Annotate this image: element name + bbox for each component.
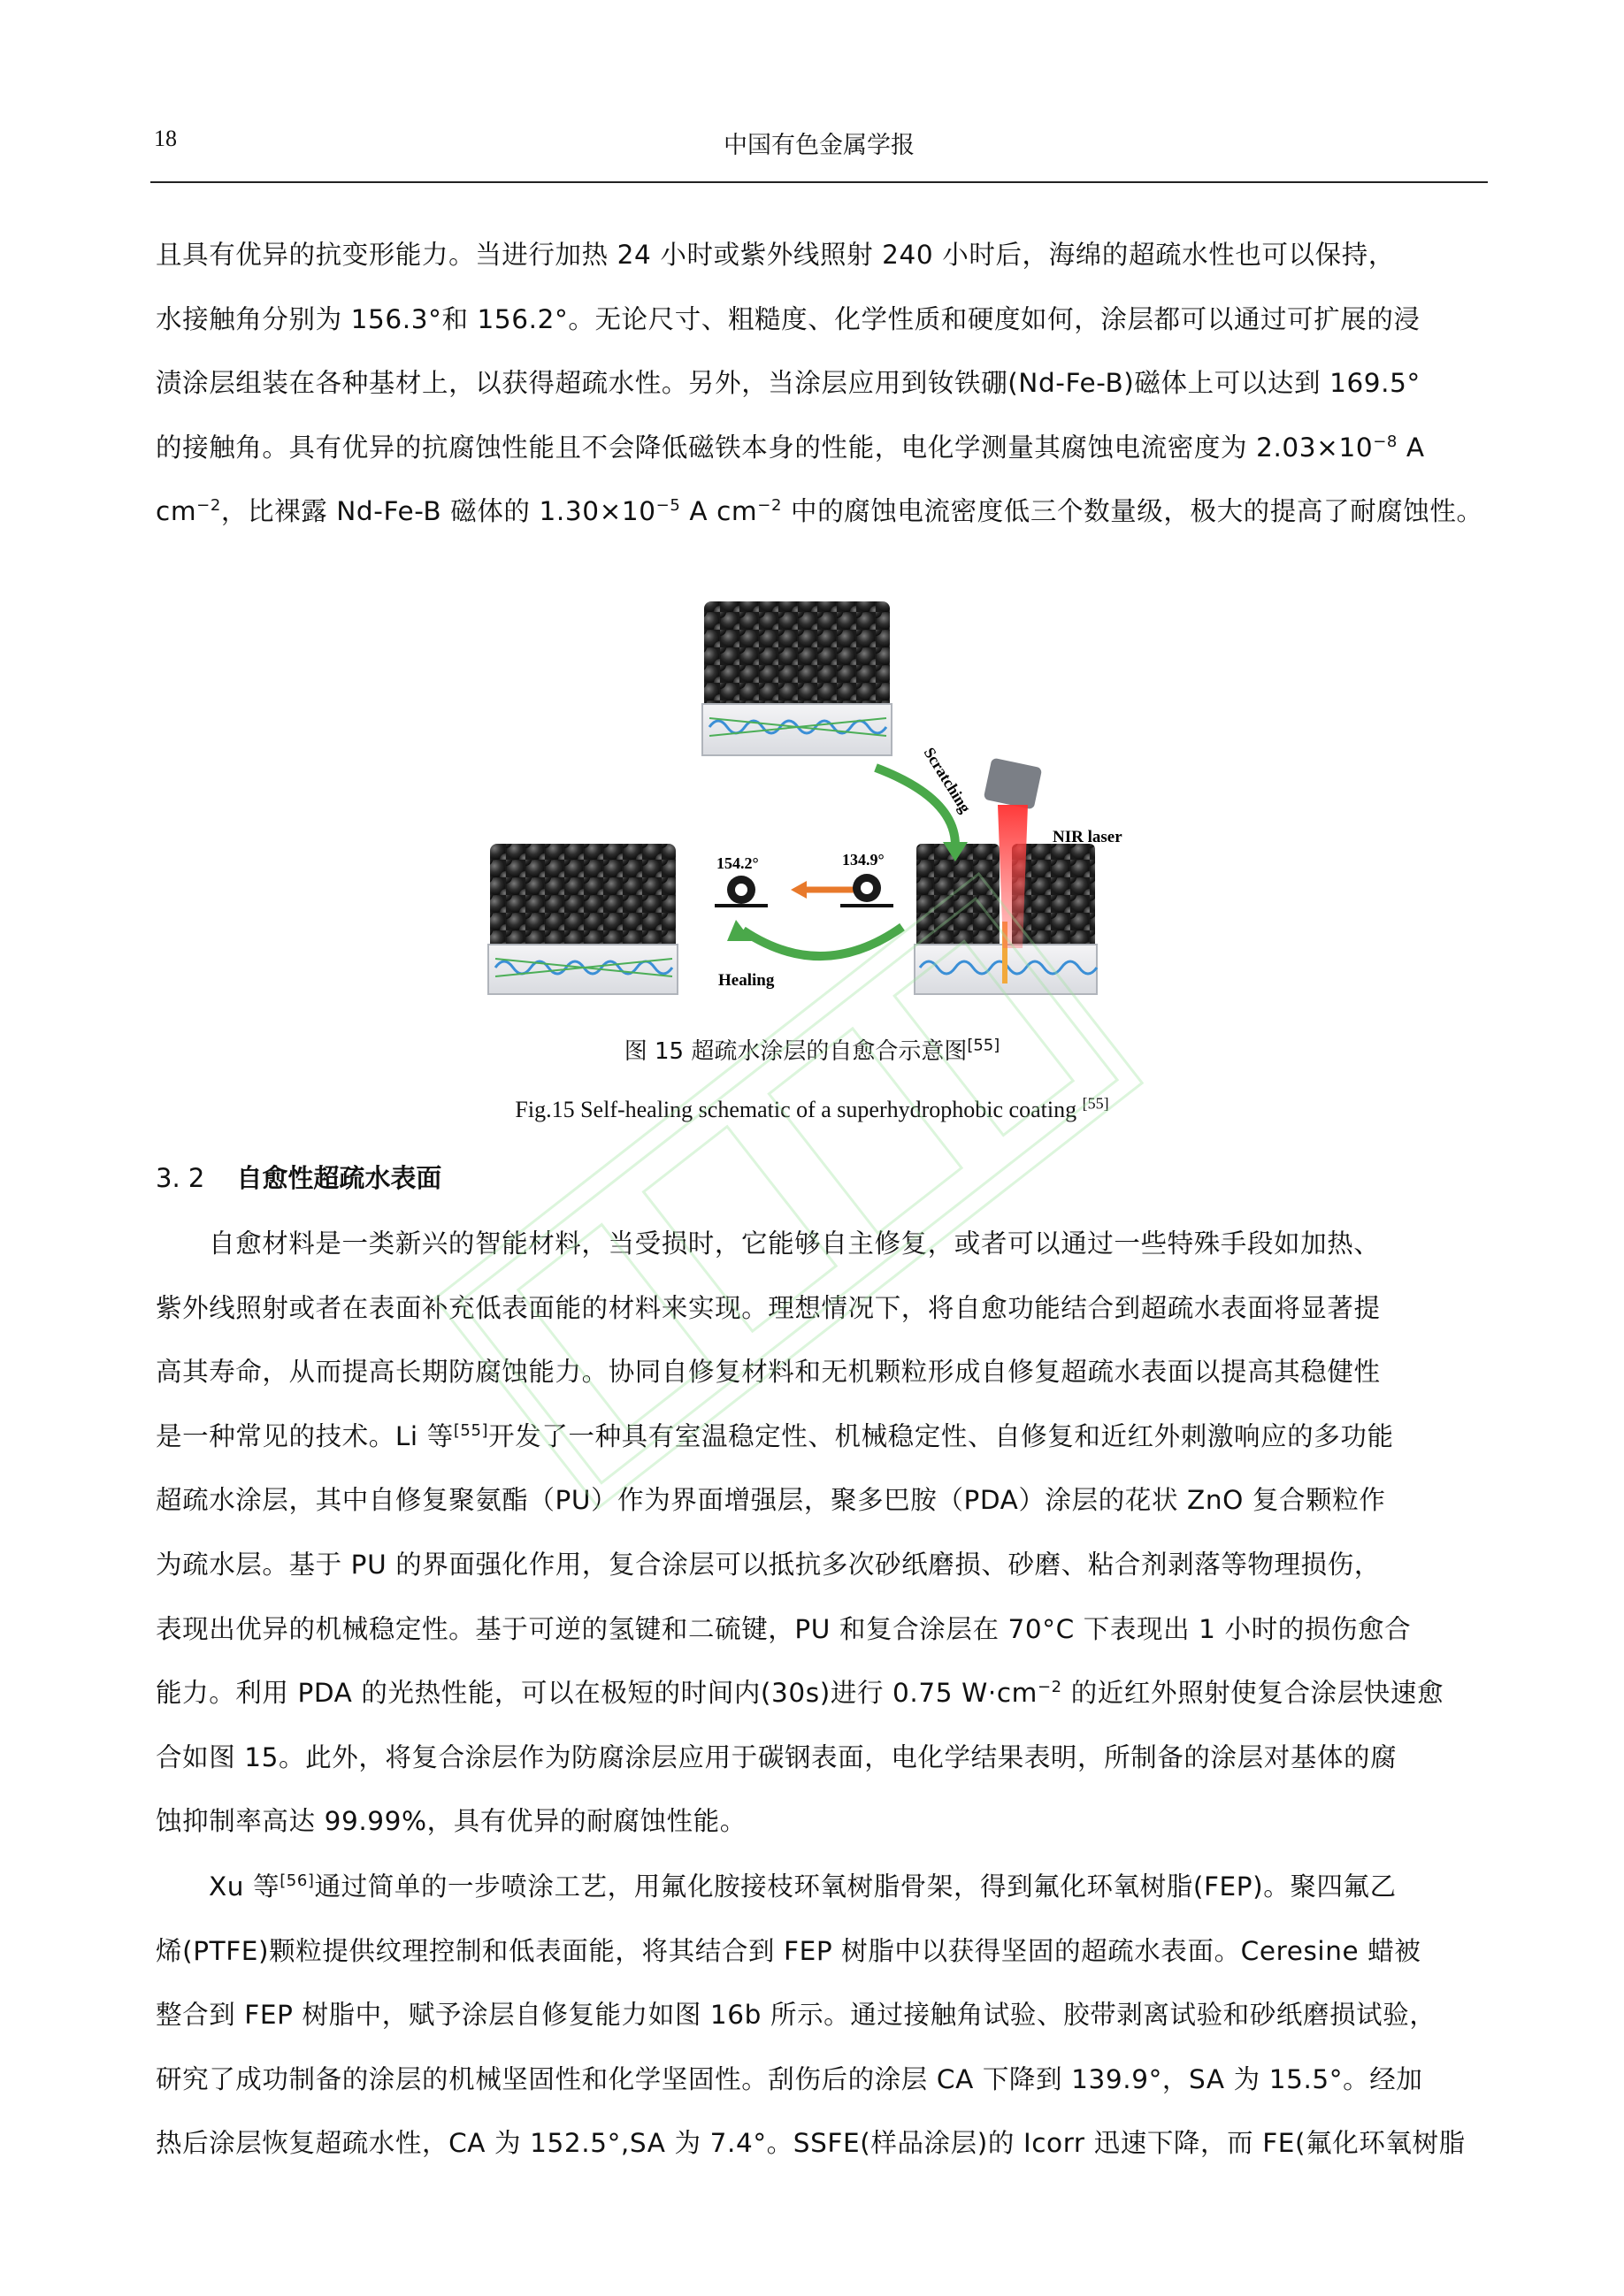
figure-15-illustration — [486, 594, 1159, 1008]
superscript: −2 — [196, 496, 221, 516]
text-line: 自愈材料是一类新兴的智能材料，当受损时，它能够自主修复，或者可以通过一些特殊手段如加热、 — [209, 1228, 1381, 1259]
text-line: 整合到 FEP 树脂中，赋予涂层自修复能力如图 16b 所示。通过接触角试验、胶带剥离试验和砂纸磨损试验， — [156, 2000, 1436, 2031]
section-title: 自愈性超疏水表面 — [236, 1163, 442, 1193]
section-number: 3. 2 — [156, 1163, 205, 1193]
text-run: ，比裸露 Nd-Fe-B 磁体的 1.30×10 — [220, 496, 656, 527]
paragraph-self-healing — [156, 1212, 1482, 1854]
coating-block-top — [702, 601, 892, 755]
text-line: 表现出优异的机械稳定性。基于可逆的氢键和二硫键，PU 和复合涂层在 70°C 下表现出 1 小时的损伤愈合 — [156, 1613, 1412, 1644]
text-run: A cm — [680, 496, 758, 527]
text-run: cm — [156, 496, 197, 527]
text-line: 渍涂层组装在各种基材上，以获得超疏水性。另外，当涂层应用到钕铁硼(Nd-Fe-B)磁体上可以达到 169.5° — [156, 368, 1421, 399]
top-paragraph — [156, 223, 1482, 544]
coating-block-healed — [488, 844, 678, 994]
journal-title: 中国有色金属学报 — [724, 132, 915, 159]
caption-text: Fig.15 Self-healing schematic of a superhydrophobic coating — [515, 1097, 1083, 1122]
text-line: 合如图 15。此外，将复合涂层作为防腐涂层应用于碳钢表面，电化学结果表明，所制备的涂层对基体的腐 — [156, 1741, 1398, 1772]
text-line — [156, 479, 1482, 544]
text-run: 中的腐蚀电流密度低三个数量级，极大的提高了耐腐蚀性。 — [782, 496, 1483, 527]
text-run: 的接触角。具有优异的抗腐蚀性能且不会降低磁铁本身的性能，电化学测量其腐蚀电流密度为 2.03×10 — [156, 432, 1374, 463]
citation-ref: [56] — [280, 1871, 315, 1891]
citation-ref: [55] — [967, 1036, 1000, 1055]
citation-ref: [55] — [1082, 1094, 1109, 1113]
text-run: 是一种常见的技术。Li 等 — [156, 1420, 454, 1451]
text-run: 开发了一种具有室温稳定性、机械稳定性、自修复和近红外刺激响应的多功能 — [488, 1420, 1394, 1451]
text-line — [156, 1855, 1482, 1919]
text-line: 水接触角分别为 156.3°和 156.2°。无论尺寸、粗糙度、化学性质和硬度如何，涂层都可以通过可扩展的浸 — [156, 303, 1421, 334]
droplet-healed — [715, 876, 768, 906]
text-line — [156, 1404, 1482, 1469]
text-line: 紫外线照射或者在表面补充低表面能的材料来实现。理想情况下，将自愈功能结合到超疏水表面将显著提 — [156, 1292, 1381, 1323]
text-line: 为疏水层。基于 PU 的界面强化作用，复合涂层可以抵抗多次砂纸磨损、砂磨、粘合剂剥落等物理损伤， — [156, 1549, 1381, 1580]
citation-ref: [55] — [453, 1420, 489, 1440]
text-line: 且具有优异的抗变形能力。当进行加热 24 小时或紫外线照射 240 小时后，海绵的超疏水性也可以保持， — [156, 240, 1395, 270]
figure-caption-en — [0, 1094, 1624, 1123]
angle-healed-label: 154.2° — [716, 854, 759, 872]
page-number: 18 — [154, 126, 177, 151]
superscript: −8 — [1373, 432, 1398, 451]
text-run: Xu 等 — [209, 1871, 280, 1902]
caption-text: 图 15 超疏水涂层的自愈合示意图 — [624, 1038, 968, 1065]
text-run: 的近红外照射使复合涂层快速愈 — [1061, 1678, 1444, 1709]
superscript: −2 — [757, 496, 782, 516]
superscript: −2 — [1038, 1678, 1062, 1697]
text-line: 研究了成功制备的涂层的机械坚固性和化学坚固性。刮伤后的涂层 CA 下降到 139.9°，SA 为 15.5°。经加 — [156, 2063, 1423, 2094]
text-line: 超疏水涂层，其中自修复聚氨酯（PU）作为界面增强层，聚多巴胺（PDA）涂层的花状 ZnO 复合颗粒作 — [156, 1485, 1386, 1516]
text-line — [156, 416, 1482, 480]
text-line: 高其寿命，从而提高长期防腐蚀能力。协同自修复材料和无机颗粒形成自修复超疏水表面以提高其稳健性 — [156, 1357, 1381, 1388]
text-line: 热后涂层恢复超疏水性，CA 为 152.5°,SA 为 7.4°。SSFE(样品涂层)的 Icorr 迅速下降，而 FE(氟化环氧树脂 — [156, 2128, 1466, 2159]
header-rule — [150, 181, 1488, 183]
text-run: 能力。利用 PDA 的光热性能，可以在极短的时间内(30s)进行 0.75 W·cm — [156, 1678, 1038, 1709]
text-line — [156, 1661, 1482, 1726]
text-line: 蚀抑制率高达 99.99%，具有优异的耐腐蚀性能。 — [156, 1806, 747, 1837]
nir-laser-label: NIR laser — [1053, 828, 1122, 846]
angle-scratched-label: 134.9° — [842, 851, 885, 869]
healing-arrow — [743, 927, 902, 956]
text-run: 通过简单的一步喷涂工艺，用氟化胺接枝环氧树脂骨架，得到氟化环氧树脂(FEP)。聚四氟乙 — [314, 1871, 1397, 1902]
text-line: 烯(PTFE)颗粒提供纹理控制和低表面能，将其结合到 FEP 树脂中以获得坚固的超疏水表面。Ceresine 蜡被 — [156, 1935, 1421, 1966]
section-heading — [156, 1159, 441, 1195]
page-header — [150, 126, 1488, 166]
figure-caption-cn — [0, 1033, 1624, 1066]
superscript: −5 — [655, 496, 681, 516]
scratching-label: Scratching — [920, 744, 975, 816]
text-run: A — [1397, 432, 1425, 463]
paragraph-xu — [156, 1855, 1482, 2176]
healing-label: Healing — [718, 971, 775, 990]
